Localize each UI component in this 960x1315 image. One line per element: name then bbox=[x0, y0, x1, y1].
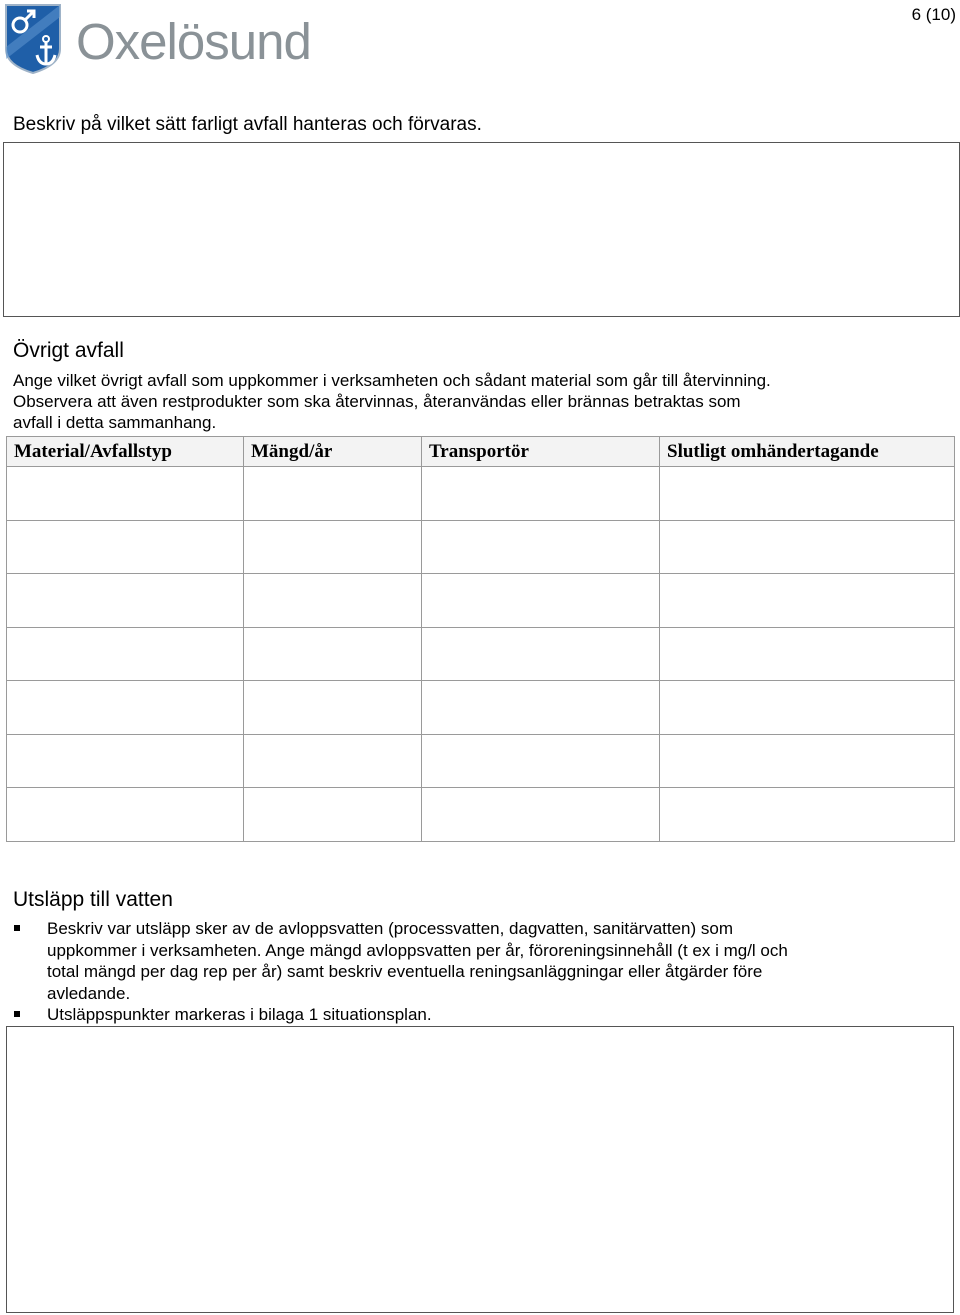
table-cell[interactable] bbox=[422, 627, 660, 681]
hazardous-waste-question: Beskriv på vilket sätt farligt avfall hanteras och förvaras. bbox=[13, 114, 482, 135]
table-cell[interactable] bbox=[422, 734, 660, 788]
table-cell[interactable] bbox=[7, 574, 244, 628]
table-row bbox=[7, 574, 955, 628]
table-cell[interactable] bbox=[244, 574, 422, 628]
logo-wordmark: Oxelösund bbox=[76, 13, 311, 70]
instruction-line: Utsläppspunkter markeras i bilaga 1 situationsplan. bbox=[47, 1005, 432, 1024]
table-cell[interactable] bbox=[7, 467, 244, 521]
table-cell[interactable] bbox=[244, 788, 422, 842]
list-item bbox=[13, 1004, 913, 1026]
coat-of-arms-icon bbox=[4, 3, 62, 75]
table-cell[interactable] bbox=[7, 788, 244, 842]
other-waste-table bbox=[6, 436, 955, 842]
table-row bbox=[7, 788, 955, 842]
table-cell[interactable] bbox=[7, 681, 244, 735]
table-cell[interactable] bbox=[660, 734, 955, 788]
description-line: Observera att även restprodukter som ska återvinnas, återanvändas eller brännas betraktas som bbox=[13, 392, 741, 411]
column-header-material: Material/Avfallstyp bbox=[7, 437, 244, 467]
description-line: avfall i detta sammanhang. bbox=[13, 413, 217, 432]
description-line: Ange vilket övrigt avfall som uppkommer i verksamheten och sådant material som går till återvinning. bbox=[13, 371, 771, 390]
hazardous-waste-answer-field[interactable] bbox=[3, 142, 960, 317]
square-bullet-icon bbox=[14, 925, 20, 931]
table-cell[interactable] bbox=[422, 574, 660, 628]
column-header-amount: Mängd/år bbox=[244, 437, 422, 467]
table-cell[interactable] bbox=[660, 574, 955, 628]
table-row bbox=[7, 734, 955, 788]
table-cell[interactable] bbox=[660, 627, 955, 681]
table-row bbox=[7, 627, 955, 681]
instruction-line: Beskriv var utsläpp sker av de avloppsvatten (processvatten, dagvatten, sanitärvatten) som bbox=[47, 919, 734, 938]
water-emissions-answer-field[interactable] bbox=[6, 1026, 954, 1313]
other-waste-description bbox=[13, 370, 913, 433]
instruction-line: avledande. bbox=[47, 983, 131, 1003]
table-cell[interactable] bbox=[660, 788, 955, 842]
table-cell[interactable] bbox=[7, 734, 244, 788]
table-cell[interactable] bbox=[7, 627, 244, 681]
water-emissions-instructions bbox=[13, 918, 913, 1026]
table-cell[interactable] bbox=[660, 681, 955, 735]
page-number: 6 (10) bbox=[911, 5, 956, 24]
table-cell[interactable] bbox=[422, 520, 660, 574]
section-heading-other-waste: Övrigt avfall bbox=[13, 339, 124, 362]
section-heading-water-emissions: Utsläpp till vatten bbox=[13, 888, 173, 911]
table-cell[interactable] bbox=[422, 788, 660, 842]
list-item bbox=[13, 918, 913, 1004]
table-cell[interactable] bbox=[422, 681, 660, 735]
table-cell[interactable] bbox=[422, 467, 660, 521]
table-cell[interactable] bbox=[660, 520, 955, 574]
column-header-final-disposal: Slutligt omhändertagande bbox=[660, 437, 955, 467]
table-cell[interactable] bbox=[244, 627, 422, 681]
table-row bbox=[7, 681, 955, 735]
square-bullet-icon bbox=[14, 1011, 20, 1017]
table-row bbox=[7, 520, 955, 574]
municipality-logo bbox=[4, 3, 334, 77]
instruction-line: total mängd per dag rep per år) samt beskriv eventuella reningsanläggningar eller åtgärder före bbox=[47, 962, 763, 981]
table-cell[interactable] bbox=[244, 681, 422, 735]
table-cell[interactable] bbox=[660, 467, 955, 521]
table-row bbox=[7, 467, 955, 521]
table-cell[interactable] bbox=[7, 520, 244, 574]
table-cell[interactable] bbox=[244, 520, 422, 574]
table-cell[interactable] bbox=[244, 467, 422, 521]
column-header-transporter: Transportör bbox=[422, 437, 660, 467]
table-header-row bbox=[7, 437, 955, 467]
table-cell[interactable] bbox=[244, 734, 422, 788]
instruction-line: uppkommer i verksamheten. Ange mängd avloppsvatten per år, föroreningsinnehåll (t ex i mg/l och bbox=[47, 940, 788, 960]
